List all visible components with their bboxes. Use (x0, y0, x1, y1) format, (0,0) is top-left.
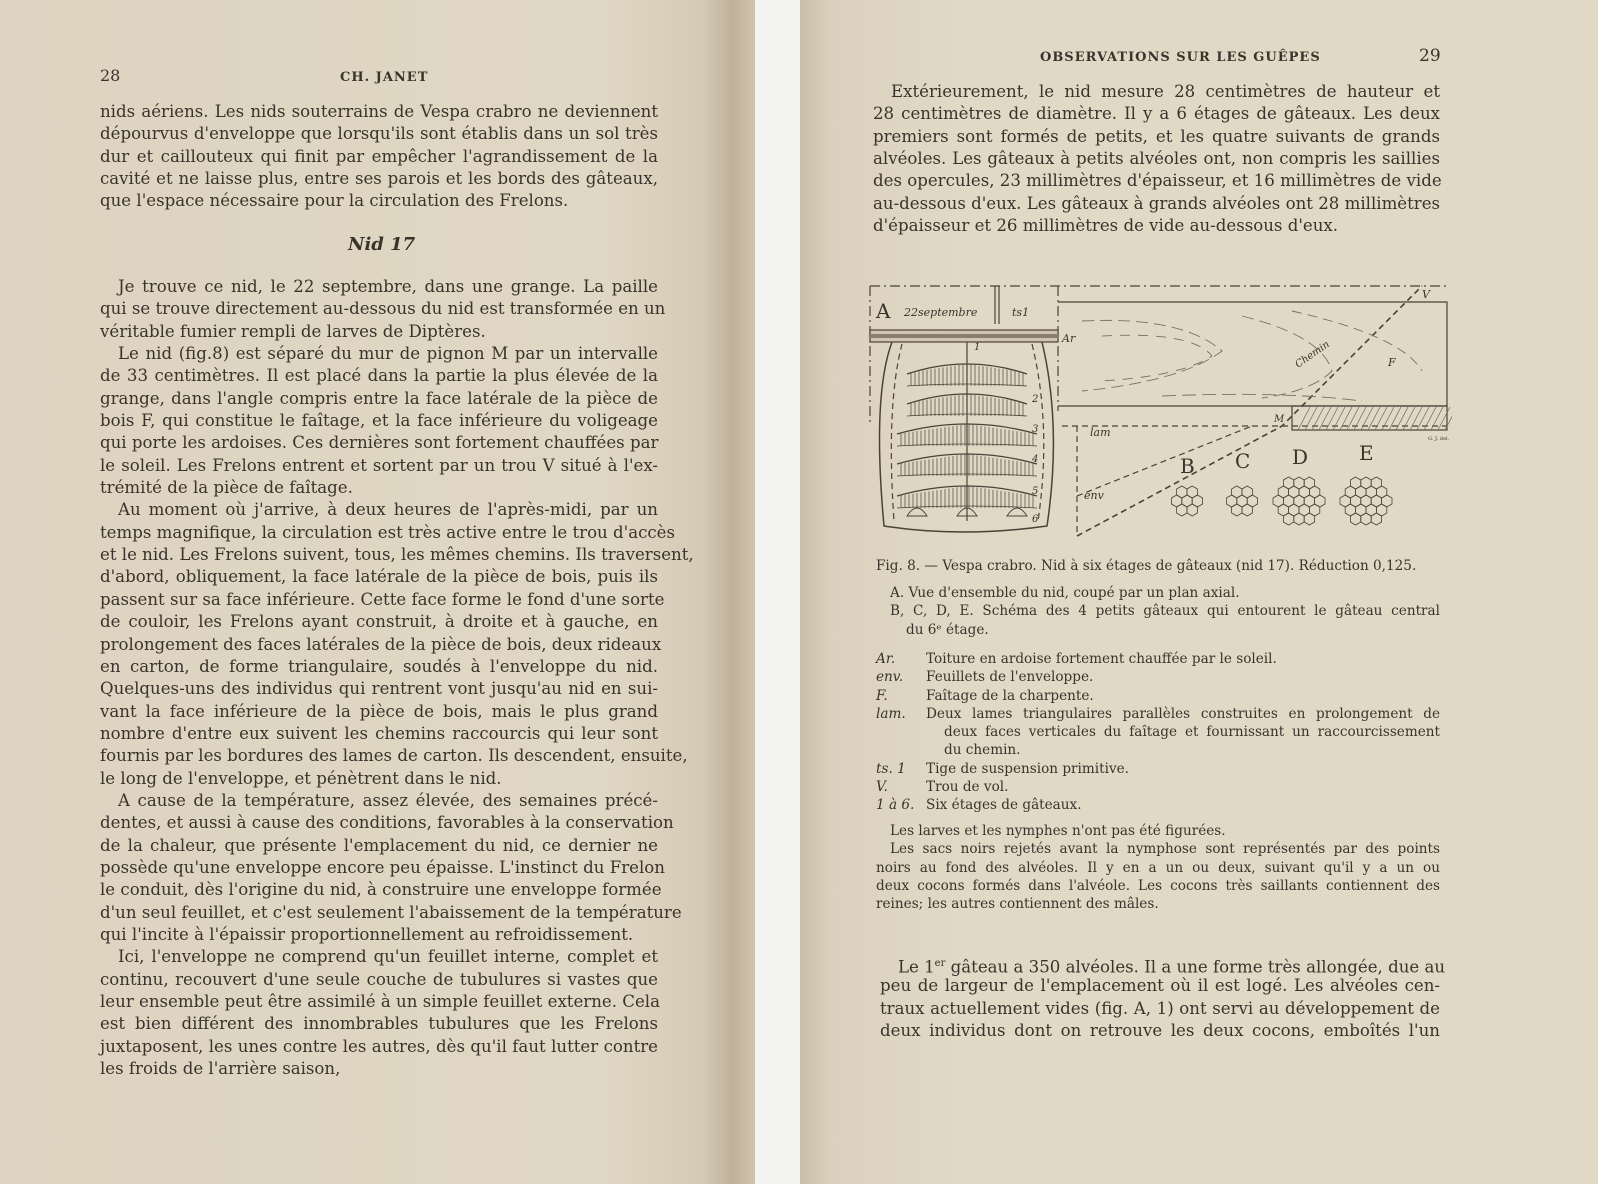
remark-line: Les larves et les nymphes n'ont pas été figurées. (890, 823, 1226, 839)
text-line: temps magnifique, la circulation est très active entre le trou d'accès (100, 522, 676, 542)
label-ts1: ts1 (1012, 306, 1030, 319)
schema-label: E (1359, 441, 1374, 465)
tier-number: 5 (1032, 486, 1039, 497)
label-ar: Ar (1062, 332, 1076, 345)
text-line: qui l'incite à l'épaissir proportionnellement au refroidissement. (100, 924, 634, 944)
text-line: 28 centimètres de diamètre. Il y a 6 étages de gâteaux. Les deux (873, 104, 1440, 124)
legend-entry (876, 778, 1440, 796)
wood-grain (1082, 311, 1422, 401)
legend-text: deux faces verticales du faîtage et fournissant un raccourcissement (944, 724, 1440, 741)
paragraph-bottom (880, 953, 1446, 1042)
figure-notes (890, 584, 1440, 639)
small-comb (907, 508, 927, 516)
text-line: de couloir, les Frelons ayant construit, à droite et à gauche, en (100, 612, 658, 632)
text-line: est bien différent des innombrables tubulures que les Frelons (100, 1014, 658, 1034)
legend-entry (876, 650, 1440, 668)
text-line: A cause de la température, assez élevée, des semaines précé- (118, 790, 658, 810)
label-env: env (1084, 489, 1104, 502)
figure-legend (876, 650, 1440, 815)
text-line: véritable fumier rempli de larves de Diptères. (100, 321, 486, 341)
ridge-beam (1058, 302, 1447, 406)
figure-note: du 6ᵉ étage. (906, 621, 989, 638)
text-line: bois F, qui constitue le faîtage, et la face inférieure du voligeage (100, 411, 658, 431)
legend-text: Six étages de gâteaux. (926, 797, 1082, 814)
text-line: de 33 centimètres. Il est placé dans la partie la plus élevée de la (100, 366, 658, 386)
text-line: dentes, et aussi à cause des conditions, favorables à la conservation (100, 813, 674, 833)
legend-entry (876, 796, 1440, 814)
artist-signature: G. J. del. (1428, 436, 1450, 442)
superscript: er (934, 958, 946, 969)
label-v: V (1422, 288, 1430, 301)
body-text (100, 276, 694, 1080)
text-line: d'abord, obliquement, la face latérale de la pièce de bois, puis ils (100, 567, 658, 587)
text-line: Quelques-uns des individus qui rentrent vont jusqu'au nid en sui- (100, 679, 658, 699)
legend-text: Faîtage de la charpente. (926, 687, 1094, 704)
text-line: des opercules, 23 millimètres d'épaisseur, et 16 millimètres de vide (873, 171, 1442, 191)
legend-text: Feuillets de l'enveloppe. (926, 669, 1094, 686)
legend-entry (876, 668, 1440, 686)
text-line: Le nid (fig.8) est séparé du mur de pignon M par un intervalle (118, 344, 658, 364)
page-number: 29 (1419, 46, 1441, 66)
text-line: dur et caillouteux qui finit par empêcher l'agrandissement de la (100, 146, 658, 166)
legend-key: ts. 1 (876, 760, 906, 777)
text-line: premiers sont formés de petits, et les quatre suivants de grands (873, 126, 1440, 146)
tier-number: 4 (1032, 454, 1039, 465)
text-line: nids aériens. Les nids souterrains de Vespa crabro ne deviennent (100, 102, 658, 121)
remark-line: deux cocons formés dans l'alvéole. Les cocons très saillants contiennent des (876, 877, 1440, 894)
legend-key: lam. (876, 705, 906, 722)
text-line: que l'espace nécessaire pour la circulation des Frelons. (100, 191, 569, 211)
remark-line: Les sacs noirs rejetés avant la nymphose sont représentés par des points (890, 841, 1440, 858)
legend-entry (876, 760, 1440, 778)
figure-caption: Fig. 8. — Vespa crabro. Nid à six étages de gâteaux (nid 17). Réduction 0,125. (876, 558, 1417, 574)
label-lam: lam (1090, 426, 1111, 439)
paragraph-continued (100, 101, 658, 213)
text-line: et le nid. Les Frelons suivent, tous, les mêmes chemins. Ils traversent, (100, 545, 694, 565)
schema-label: C (1235, 449, 1251, 473)
text-line: au-dessous d'eux. Les gâteaux à grands alvéoles ont 28 millimètres (873, 193, 1441, 213)
text-line: cavité et ne laisse plus, entre ses parois et les bords des gâteaux, (100, 169, 658, 189)
legend-text: Tige de suspension primitive. (926, 760, 1129, 777)
text-line: en carton, de forme triangulaire, soudés à l'enveloppe du nid. (100, 656, 658, 676)
hex-cell (1315, 495, 1325, 507)
text-line: d'épaisseur et 26 millimètres de vide au-dessous d'eux. (873, 216, 1339, 236)
legend-text: Trou de vol. (926, 779, 1009, 796)
text-line: passent sur sa face inférieure. Cette face forme le fond d'une sorte (100, 589, 665, 609)
text-line: Extérieurement, le nid mesure 28 centimètres de hauteur et (891, 82, 1440, 101)
label-f: F (1388, 356, 1396, 369)
text-line: dépourvus d'enveloppe que lorsqu'ils sont établis dans un sol très (100, 124, 658, 144)
small-comb (1007, 508, 1027, 516)
text-line: deux individus dont on retrouve les deux cocons, emboîtés l'un (880, 1021, 1440, 1041)
schema-label: D (1292, 445, 1309, 469)
text-line: le long de l'enveloppe, et pénètrent dans le nid. (100, 768, 502, 788)
text-line: vant la face inférieure de la pièce de bois, mais le plus grand (100, 701, 658, 721)
page-number: 28 (100, 66, 121, 85)
legend-text: du chemin. (944, 742, 1021, 759)
section-heading: Nid 17 (348, 234, 416, 255)
remark-line: reines; les autres contiennent des mâles. (876, 896, 1159, 913)
label-date: 22septembre (904, 306, 978, 319)
tier-number: 2 (1032, 394, 1039, 405)
legend-entry (876, 687, 1440, 705)
text-line: continu, recouvert d'une seule couche de tubulures si vastes que (100, 969, 658, 989)
text-line: Au moment où j'arrive, à deux heures de l'après-midi, par un (118, 500, 658, 520)
remark-line: noirs au fond des alvéoles. Il y en a un ou deux, suivant qu'il y a un ou (876, 859, 1440, 876)
text-fragment: Le 1 (898, 957, 935, 977)
figure-note: B, C, D, E. Schéma des 4 petits gâteaux qui entourent le gâteau central (890, 603, 1440, 620)
legend-entry (876, 723, 1440, 741)
text-line: leur ensemble peut être assimilé à un simple feuillet externe. Cela (100, 992, 660, 1011)
text-line: grange, dans l'angle compris entre la face latérale de la pièce de (100, 388, 658, 408)
left-page (0, 0, 755, 1184)
text-line: juxtaposent, les unes contre les autres, dès qu'il faut lutter contre (100, 1036, 658, 1056)
text-line: les froids de l'arrière saison, (100, 1059, 341, 1079)
text-line: Je trouve ce nid, le 22 septembre, dans une grange. La paille (118, 277, 658, 296)
text-line: peu de largeur de l'emplacement où il est logé. Les alvéoles cen- (880, 976, 1440, 996)
text-line: trémité de la pièce de faîtage. (100, 478, 353, 498)
legend-text: Deux lames triangulaires parallèles construites en prolongement de (926, 705, 1440, 722)
text-line: alvéoles. Les gâteaux à petits alvéoles ont, non compris les saillies (873, 149, 1440, 169)
text-line: possède qu'une enveloppe encore peu épaisse. L'instinct du Frelon (100, 857, 665, 877)
running-head: CH. JANET (340, 70, 429, 85)
text-line (880, 953, 1446, 977)
schema-label: B (1180, 454, 1195, 478)
legend-key: Ar. (876, 651, 896, 667)
path-dashed (1077, 286, 1422, 536)
legend-key: env. (876, 669, 904, 686)
text-fragment: gâteau a 350 alvéoles. Il a une forme très allongée, due au (945, 957, 1446, 977)
figure-8-illustration (862, 276, 1452, 538)
text-line: nombre d'entre eux suivent les chemins raccourcis qui leur sont (100, 723, 658, 743)
text-line: fournis par les bordures des lames de carton. Ils descendent, ensuite, (100, 746, 688, 766)
text-line: le soleil. Les Frelons entrent et sortent par un trou V situé à l'ex- (100, 455, 658, 475)
legend-text: Toiture en ardoise fortement chauffée par le soleil. (926, 651, 1277, 667)
legend-key: F. (876, 687, 888, 704)
text-line: de la chaleur, que présente l'emplacement du nid, ce dernier ne (100, 835, 658, 855)
label-a: A (876, 299, 891, 323)
text-line: traux actuellement vides (fig. A, 1) ont servi au développement de (880, 998, 1440, 1018)
figure-remarks (876, 822, 1440, 913)
running-head: OBSERVATIONS SUR LES GUÊPES (1040, 50, 1321, 65)
right-page (800, 0, 1598, 1184)
hex-cell (1192, 495, 1202, 507)
text-line: le conduit, dès l'origine du nid, à construire une enveloppe formée (100, 880, 662, 900)
label-m: M (1274, 414, 1285, 425)
legend-entry (876, 741, 1440, 759)
tier-number: 1 (974, 342, 981, 353)
hex-cell (1247, 495, 1257, 507)
legend-entry (876, 705, 1440, 723)
text-line: d'un seul feuillet, et c'est seulement l'abaissement de la température (100, 902, 682, 922)
label-chemin: Chemin (1293, 338, 1332, 371)
legend-key: 1 à 6. (876, 797, 915, 814)
figure-note: A. Vue d'ensemble du nid, coupé par un plan axial. (890, 585, 1240, 601)
paragraph-top (873, 81, 1440, 237)
text-line: qui porte les ardoises. Ces dernières sont fortement chauffées par (100, 433, 659, 453)
text-line: prolongement des faces latérales de la pièce de bois, deux rideaux (100, 634, 662, 654)
hex-cell (1382, 495, 1392, 507)
text-line: Ici, l'enveloppe ne comprend qu'un feuillet interne, complet et (118, 947, 658, 967)
text-line: qui se trouve directement au-dessous du nid est transformée en un (100, 299, 666, 319)
tier-number: 6 (1032, 514, 1039, 525)
tier-number: 3 (1032, 424, 1039, 435)
legend-key: V. (876, 779, 888, 796)
